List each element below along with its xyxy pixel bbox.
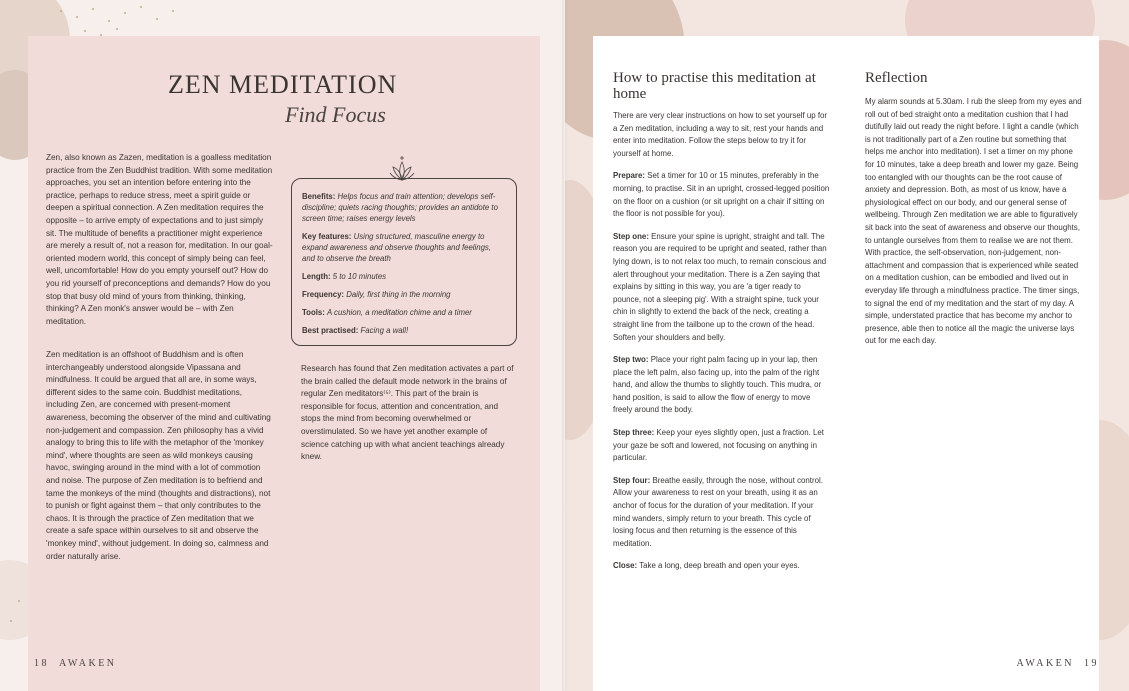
step-four	[613, 475, 831, 551]
info-value: 5 to 10 minutes	[332, 272, 387, 281]
step-text: Take a long, deep breath and open your eyes.	[639, 561, 800, 571]
intro-text: Zen, also known as Zazen, meditation is a goalless meditation practice from the Zen Buddhist tradition. With some meditation approaches, you set an intention before entering into the practice, perhaps to reduce stress, meet a spirit guide or deepen a spiritual connection. A Zen meditation requires the opposite – to arrive empty of expectations and to just simply sit. The multitude of benefits a practitioner might experience are merely a result of, not a reason for, meditation. In our goal-oriented modern world, this concept of simply being can feel, well, uncomfortable! How do you empty yourself out? How do you rid yourself of preconceptions and demands? How do you stop that busy old mind of yours from thinking, thinking, thinking? A Zen monk's answer would be – with Zen meditation.	[46, 153, 273, 326]
info-key-features	[302, 231, 506, 264]
info-box	[291, 178, 517, 346]
page-folio-left	[34, 658, 117, 669]
step-text: Breathe easily, through the nose, without control. Allow your awareness to rest on your breath, using it as an anchor of focus for the duration of your meditation. If your mind wanders, simply return to your breath. This cycle of losing focus and then returning is the essence of this meditation.	[613, 475, 823, 548]
step-two	[613, 354, 831, 417]
right-page	[565, 0, 1129, 691]
section-heading-how-to: How to practise this meditation at home	[613, 70, 816, 102]
info-frequency	[302, 289, 506, 300]
step-prepare	[613, 170, 831, 220]
step-label: Step three:	[613, 428, 655, 438]
reflection-column	[865, 96, 1083, 348]
buddhism-paragraph	[46, 349, 274, 563]
info-label: Length:	[302, 272, 331, 281]
spine-gutter	[562, 0, 568, 691]
buddhism-text: Zen meditation is an offshoot of Buddhism and is often interchangeably understood alongside Vipassana and mindfulness. It could be argued that all are, in some ways, different sides to the same coin. Buddhist meditations, including Zen, are concerned with present-moment awareness, becoming the observer of the mind and cultivating non-judgement and compassion. Zen philosophy has a vivid analogy to bring this to life with the metaphor of the 'monkey mind', where thoughts are seen as wild monkeys causing havoc, swinging around in the mind with a lot of commotion and noise. The purpose of Zen meditation is to befriend and tame the monkeys of the mind (thoughts and distractions), not to punish or fight against them – that only contributes to the chaos. It is through the practice of Zen meditation that we create a safe space within ourselves to sit and observe the 'monkey mind', without judgement. In doing so, calmness and order naturally arise.	[46, 350, 271, 561]
folio-text: AWAKEN	[1016, 658, 1074, 669]
step-text: Place your right palm facing up in your lap, then place the left palm, also facing up, into the palm of the right hand, and allow the thumbs to slightly touch. This mudra, or hand position, is said to allow the flow of energy to move freely around the body.	[613, 355, 822, 415]
info-label: Frequency:	[302, 290, 345, 299]
info-label: Tools:	[302, 308, 325, 317]
step-text: Ensure your spine is upright, straight and tall. The reason you are required to be upright and seated, rather than lying down, is to not relax too much, to remain conscious and alert throughout your meditation. There is a Zen saying that explains by sitting in this way, you are 'a tiger ready to pounce, not a sleeping pig'. With a straight spine, tuck your chin in slightly to extend the back of the neck, creating a straight line from the tailbone up to the crown of the head. Soften your shoulders and belly.	[613, 231, 827, 342]
intro-paragraph	[46, 152, 274, 328]
info-label: Benefits:	[302, 192, 336, 201]
research-paragraph	[301, 363, 517, 464]
step-three	[613, 427, 831, 465]
page-number: 18	[34, 658, 49, 669]
section-heading-reflection: Reflection	[865, 70, 928, 86]
page-folio-right	[1016, 658, 1099, 669]
info-benefits	[302, 191, 506, 224]
info-value: A cushion, a meditation chime and a timer	[326, 308, 472, 317]
step-label: Step four:	[613, 475, 651, 485]
page-title: ZEN MEDITATION	[168, 70, 398, 99]
step-label: Step two:	[613, 355, 649, 365]
info-value: Using structured, masculine energy to expand awareness and observe thoughts and feelings, and to observe the breath	[302, 232, 491, 263]
reflection-text: My alarm sounds at 5.30am. I rub the sleep from my eyes and roll out of bed straight onto a meditation cushion that I had dutifully laid out ready the night before. I light a candle (which is not traditionally part of a Zen routine but something that helps me anchor into meditation). I set a timer on my phone for 10 minutes, take a deep breath and lower my gaze. Being too entangled with our thoughts can be the root cause of anxiety and depression. Both, as most of us know, have a physiological effect on our body, and our general sense of wellbeing. Through Zen meditation we are able to figuratively sit back into the seat of awareness and observe our thoughts, to untangle ourselves from them to realise we are not them. With practice, the self-observation, non-judgement, non-attachment and compassion that is experienced while seated on a meditation cushion, can be embodied and lived out in everyday life through a mindfulness practice. The timer sings, to signal the end of my meditation and the start of my day. A simple, understated practice that has become my anchor to presence, able then to notice all the magic the universe lays out for me each day.	[865, 97, 1082, 346]
step-label: Prepare:	[613, 171, 646, 181]
info-label: Key features:	[302, 232, 352, 241]
step-label: Step one:	[613, 231, 649, 241]
page-subtitle: Find Focus	[285, 102, 386, 127]
info-best-practised	[302, 325, 506, 336]
step-close	[613, 560, 831, 573]
page-number: 19	[1084, 658, 1099, 669]
research-text: Research has found that Zen meditation activates a part of the brain called the default mode network in the brains of regular Zen meditators⁽⁵⁾. This part of the brain is responsible for focus, attention and concentration, and stops the mind from becoming overwhelmed or overstimulated. So we have yet another example of science catching up with what ancient teachings already knew.	[301, 364, 514, 462]
step-text: Set a timer for 10 or 15 minutes, preferably in the morning, to practise. Sit in an upright, crossed-legged position on the floor on a cushion (or sit upright on a chair if sitting on the floor is not possible for you).	[613, 171, 830, 219]
info-tools	[302, 307, 506, 318]
info-label: Best practised:	[302, 326, 359, 335]
left-page	[0, 0, 564, 691]
how-intro-text: There are very clear instructions on how to set yourself up for a Zen meditation, including a way to sit, rest your hands and enter into meditation. Follow the steps below to try it for yourself at home.	[613, 111, 828, 158]
info-length	[302, 271, 506, 282]
step-text: Keep your eyes slightly open, just a fraction. Let your gaze be soft and lowered, not focusing on anything in particular.	[613, 428, 824, 463]
step-label: Close:	[613, 561, 638, 571]
step-one	[613, 231, 831, 344]
info-value: Facing a wall!	[360, 326, 409, 335]
instructions-column	[613, 110, 831, 583]
folio-text: AWAKEN	[59, 658, 117, 669]
info-value: Helps focus and train attention; develops self-discipline; quiets racing thoughts; provides an antidote to screen time; raises energy levels	[302, 192, 498, 223]
info-value: Daily, first thing in the morning	[346, 290, 451, 299]
